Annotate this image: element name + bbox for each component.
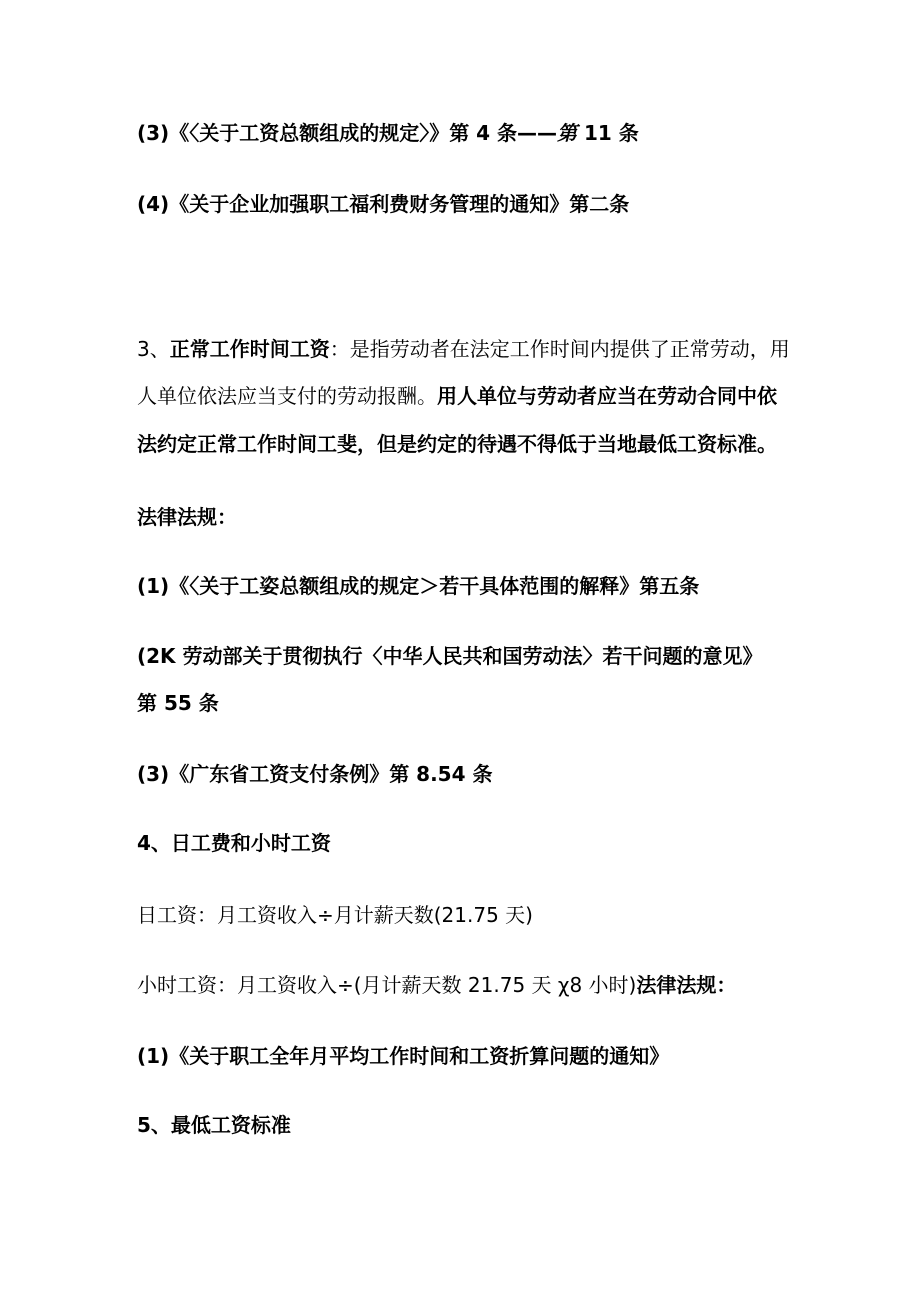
section-3-text-line-2 [137, 382, 777, 410]
formula-text: 小时工资：月工资收入÷(月计薪天数 21.75 天 χ8 小时) [137, 973, 637, 997]
daily-wage-formula: 日工资：月工资收入÷月计薪天数(21.75 天) [137, 903, 533, 927]
law-item-text: (3)《〈关于工资总额组成的规定〉》第 4 条—— [137, 121, 558, 145]
law-item-italic-text: 第 [557, 121, 578, 145]
law-item-3-wage-composition [137, 119, 639, 147]
law-item-text-end: 11 条 [577, 121, 639, 145]
section-text: ：是指劳动者在法定工作时间内提供了正常劳动，用 [329, 337, 790, 361]
hourly-wage-formula [137, 971, 736, 999]
law-item-1-notice: (1)《关于职工全年月平均工作时间和工资折算问题的通知》 [137, 1044, 670, 1068]
section-text: 人单位依法应当支付的劳动报酬。 [137, 384, 437, 408]
law-item-3-guangdong: (3)《广东省工资支付条例》第 8.54 条 [137, 762, 493, 786]
section-number: 3、 [137, 337, 170, 361]
laws-label: 法律法规： [636, 973, 737, 997]
section-3-normal-wage [137, 335, 790, 363]
law-item-4-welfare-fee: (4)《关于企业加强职工福利费财务管理的通知》第二条 [137, 192, 630, 216]
section-text-bold: 用人单位与劳动者应当在劳动合同中依 [437, 384, 777, 408]
laws-heading: 法律法规： [137, 505, 237, 529]
law-item-2-opinion: (2K 劳动部关于贯彻执行〈中华人民共和国劳动法〉若干问题的意见》 [137, 644, 763, 668]
section-3-text-line-3: 法约定正常工作时间工斐，但是约定的待遇不得低于当地最低工资标准。 [137, 432, 777, 456]
law-item-2-article: 第 55 条 [137, 691, 219, 715]
section-5-heading: 5、最低工资标准 [137, 1113, 291, 1137]
law-item-1-interpretation: (1)《〈关于工姿总额组成的规定＞若干具体范围的解释》第五条 [137, 574, 700, 598]
section-4-heading: 4、日工费和小时工资 [137, 831, 331, 855]
section-heading: 正常工作时间工资 [169, 337, 330, 361]
